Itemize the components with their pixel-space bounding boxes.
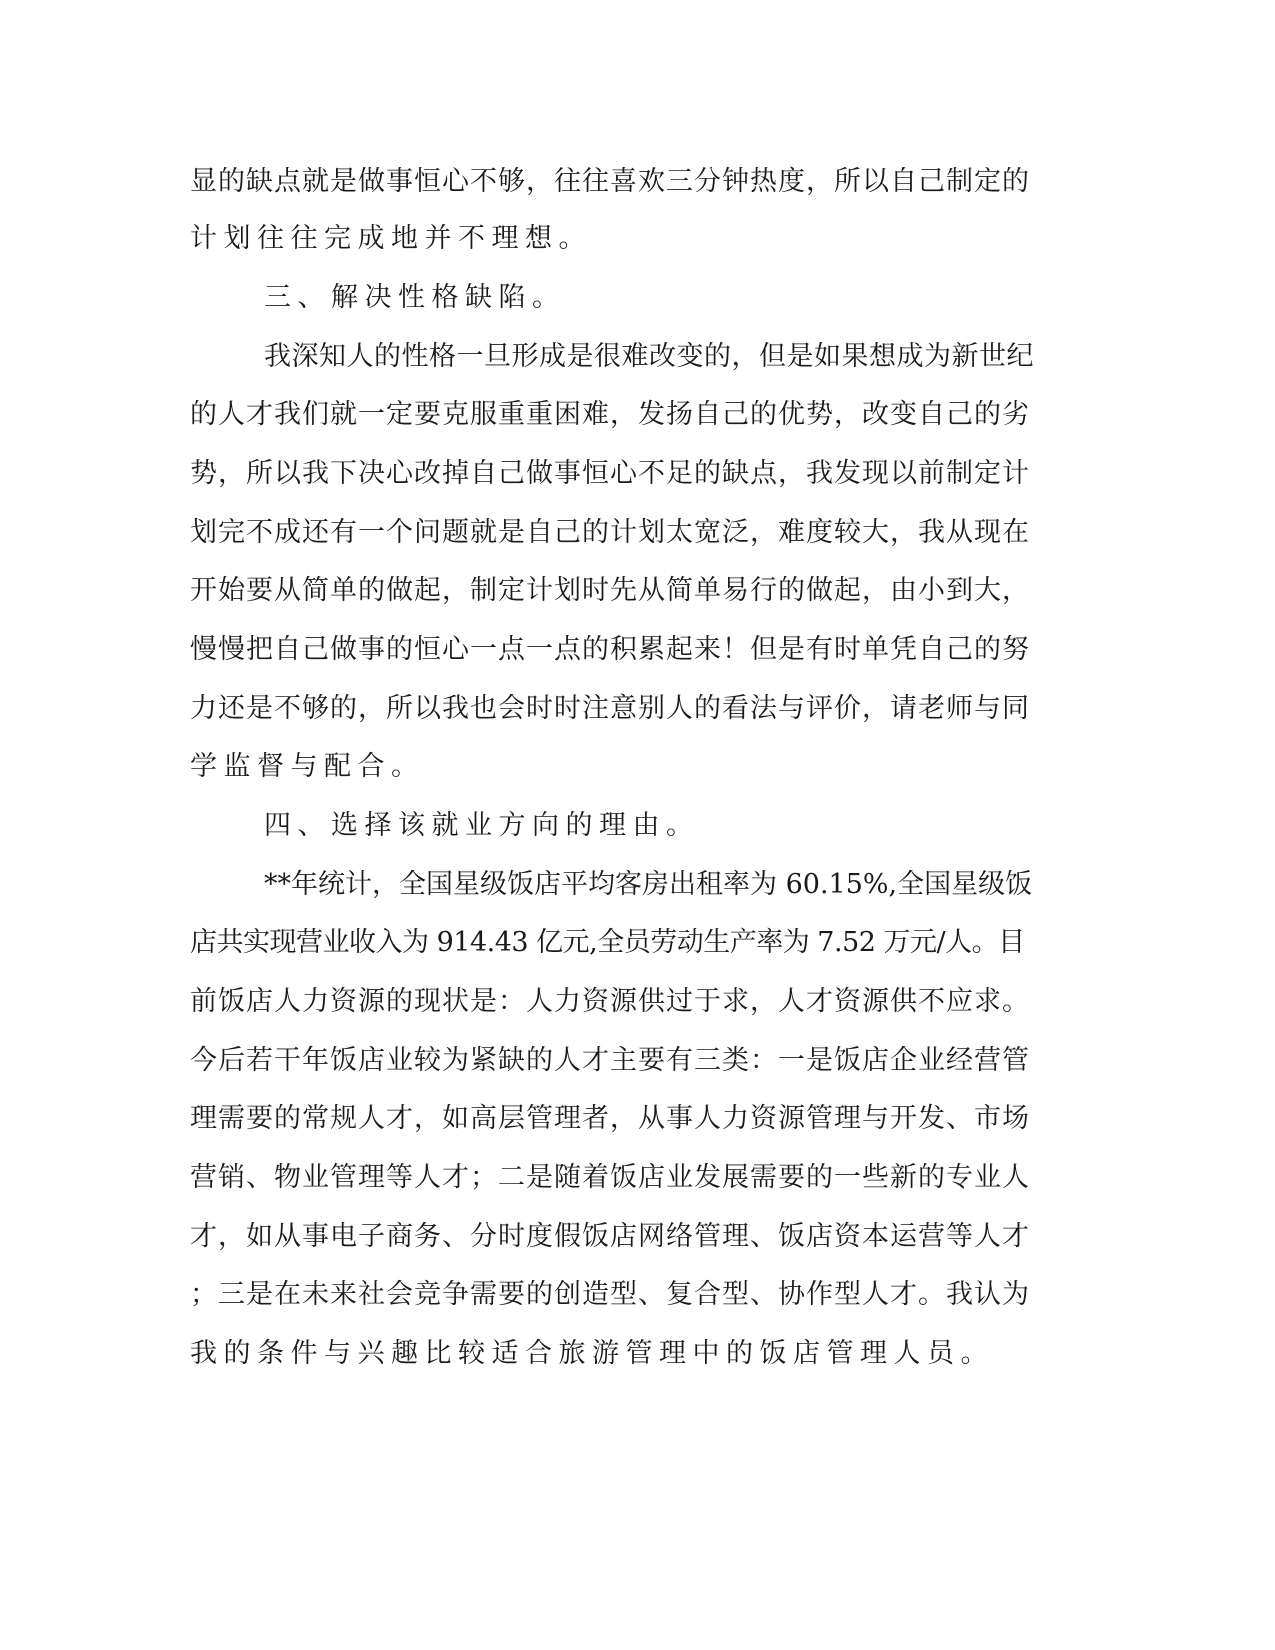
paragraph-line: 的人才我们就一定要克服重重困难，发扬自己的优势，改变自己的劣: [190, 399, 1030, 430]
paragraph-line: 我深知人的性格一旦形成是很难改变的，但是如果想成为新世纪: [264, 341, 1034, 372]
paragraph-line: 划完不成还有一个问题就是自己的计划太宽泛，难度较大，我从现在: [190, 517, 1030, 548]
paragraph-line: ；三是在未来社会竞争需要的创造型、复合型、协作型人才。我认为: [190, 1279, 1030, 1310]
paragraph-line: 才，如从事电子商务、分时度假饭店网络管理、饭店资本运营等人才: [190, 1221, 1030, 1252]
paragraph-line: 计划往往完成地并不理想。: [190, 223, 592, 254]
paragraph-line: 显的缺点就是做事恒心不够，往往喜欢三分钟热度，所以自己制定的: [190, 166, 1030, 197]
paragraph-line: 今后若干年饭店业较为紧缺的人才主要有三类：一是饭店企业经营管: [190, 1045, 1030, 1076]
section-heading-4: 四、选择该就业方向的理由。: [264, 810, 700, 841]
section-heading-3: 三、解决性格缺陷。: [264, 282, 566, 313]
paragraph-line: 理需要的常规人才，如高层管理者，从事人力资源管理与开发、市场: [190, 1103, 1030, 1134]
paragraph-line: 学监督与配合。: [190, 751, 425, 782]
paragraph-line: 店共实现营业收入为 914.43 亿元,全员劳动生产率为 7.52 万元/人。目: [190, 927, 1025, 958]
paragraph-line: 我的条件与兴趣比较适合旅游管理中的饭店管理人员。: [190, 1338, 994, 1369]
paragraph-line: 力还是不够的，所以我也会时时注意别人的看法与评价，请老师与同: [190, 693, 1030, 724]
paragraph-line: 势，所以我下决心改掉自己做事恒心不足的缺点，我发现以前制定计: [190, 458, 1030, 489]
paragraph-line: 慢慢把自己做事的恒心一点一点的积累起来！但是有时单凭自己的努: [190, 634, 1030, 665]
paragraph-line: 开始要从简单的做起，制定计划时先从简单易行的做起，由小到大，: [190, 575, 1030, 606]
paragraph-line: 营销、物业管理等人才；二是随着饭店业发展需要的一些新的专业人: [190, 1162, 1030, 1193]
paragraph-line: **年统计，全国星级饭店平均客房出租率为 60.15%,全国星级饭: [264, 869, 1033, 900]
paragraph-line: 前饭店人力资源的现状是：人力资源供过于求，人才资源供不应求。: [190, 986, 1030, 1017]
